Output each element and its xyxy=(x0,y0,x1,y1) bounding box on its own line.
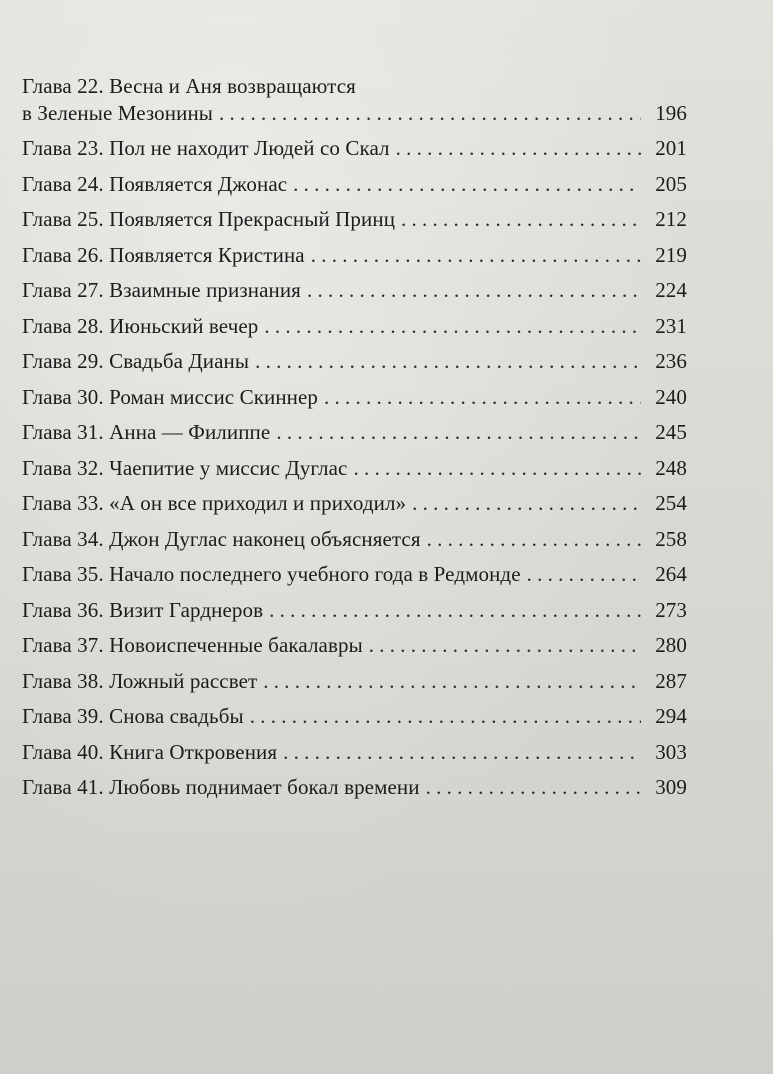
toc-entry-30 xyxy=(22,380,687,416)
chapter-label xyxy=(22,415,270,451)
dot-leader xyxy=(307,273,641,309)
toc-entry-40 xyxy=(22,735,687,771)
chapter-number: Глава 27. xyxy=(22,278,104,302)
toc-entry-24 xyxy=(22,167,687,203)
chapter-title: Появляется Прекрасный Принц xyxy=(109,207,396,231)
page-number: 240 xyxy=(655,384,687,409)
chapter-title: Книга Откровения xyxy=(109,739,278,764)
chapter-title: Свадьба Дианы xyxy=(109,349,250,373)
chapter-number: Глава 23. xyxy=(22,136,104,160)
chapter-label xyxy=(22,380,318,416)
chapter-title: Пол не находит Людей со Скал xyxy=(109,136,390,160)
page-number: 245 xyxy=(655,420,687,444)
chapter-title: Начало последнего учебного года в Редмонде xyxy=(109,562,521,586)
chapter-label xyxy=(22,486,406,522)
toc-entry-39 xyxy=(22,699,687,735)
chapter-label xyxy=(22,131,390,167)
chapter-number: Глава 24. xyxy=(22,171,104,196)
toc-entry-28 xyxy=(22,309,687,345)
page-number: 294 xyxy=(655,704,687,728)
chapter-number: Глава 28. xyxy=(22,313,104,338)
table-of-contents xyxy=(22,72,687,806)
chapter-number: Глава 26. xyxy=(22,242,104,267)
toc-entry-22 xyxy=(22,72,687,131)
dot-leader xyxy=(353,451,641,487)
page-number: 303 xyxy=(655,739,687,764)
page-number: 201 xyxy=(655,136,687,160)
dot-leader xyxy=(255,344,641,380)
dot-leader xyxy=(427,522,641,558)
chapter-title: Чаепитие у миссис Дуглас xyxy=(109,455,348,480)
page-number: 309 xyxy=(655,775,687,799)
toc-entry-38 xyxy=(22,664,687,700)
dot-leader xyxy=(426,770,641,806)
page-number: 231 xyxy=(655,313,687,338)
page-number: 254 xyxy=(655,491,687,515)
chapter-title: Снова свадьбы xyxy=(109,704,244,728)
chapter-number: Глава 35. xyxy=(22,562,104,586)
chapter-number: Глава 36. xyxy=(22,597,104,622)
chapter-number: Глава 37. xyxy=(22,633,104,657)
chapter-label xyxy=(22,735,277,771)
dot-leader xyxy=(396,131,641,167)
toc-entry-29 xyxy=(22,344,687,380)
dot-leader xyxy=(269,593,641,629)
chapter-number: Глава 39. xyxy=(22,704,104,728)
page-number: 236 xyxy=(655,349,687,373)
page-number: 205 xyxy=(655,171,687,196)
toc-entry-26 xyxy=(22,238,687,274)
chapter-title: Анна — Филиппе xyxy=(109,420,271,444)
dot-leader xyxy=(276,415,641,451)
chapter-number: Глава 34. xyxy=(22,526,104,551)
chapter-number: Глава 22. xyxy=(22,74,104,98)
chapter-label xyxy=(22,522,421,558)
toc-entry-first-line xyxy=(22,72,687,99)
chapter-label xyxy=(22,273,301,309)
dot-leader xyxy=(527,557,641,593)
chapter-label xyxy=(22,770,420,806)
chapter-label xyxy=(22,628,363,664)
dot-leader xyxy=(412,486,641,522)
chapter-number: Глава 32. xyxy=(22,455,104,480)
chapter-title: Джон Дуглас наконец объясняется xyxy=(109,526,421,551)
chapter-title: Любовь поднимает бокал времени xyxy=(109,775,420,799)
chapter-title: Визит Гарднеров xyxy=(109,597,264,622)
toc-entry-33 xyxy=(22,486,687,522)
chapter-title: Взаимные признания xyxy=(109,278,301,302)
dot-leader xyxy=(264,309,641,345)
chapter-title: «А он все приходил и приходил» xyxy=(109,491,407,515)
chapter-label xyxy=(22,344,249,380)
chapter-title: Ложный рассвет xyxy=(109,668,258,693)
dot-leader xyxy=(369,628,641,664)
chapter-label xyxy=(22,238,305,274)
page-number: 273 xyxy=(655,597,687,622)
toc-entry-41 xyxy=(22,770,687,806)
toc-entry-34 xyxy=(22,522,687,558)
page-number: 258 xyxy=(655,526,687,551)
toc-entry-31 xyxy=(22,415,687,451)
toc-entry-37 xyxy=(22,628,687,664)
page-number: 264 xyxy=(655,562,687,586)
chapter-number: Глава 29. xyxy=(22,349,104,373)
chapter-label xyxy=(22,451,347,487)
toc-entry-25 xyxy=(22,202,687,238)
page-number: 280 xyxy=(655,633,687,657)
chapter-label xyxy=(22,557,521,593)
chapter-title-line2: в Зеленые Мезонины xyxy=(22,101,213,125)
chapter-title: Появляется Кристина xyxy=(109,242,305,267)
chapter-title: Новоиспеченные бакалавры xyxy=(109,633,363,657)
chapter-number: Глава 25. xyxy=(22,207,104,231)
chapter-title-line1: Весна и Аня возвращаются xyxy=(109,74,356,98)
dot-leader xyxy=(324,380,641,416)
toc-entry-36 xyxy=(22,593,687,629)
page-number: 248 xyxy=(655,455,687,480)
dot-leader xyxy=(293,167,641,203)
chapter-label xyxy=(22,167,287,203)
chapter-number: Глава 33. xyxy=(22,491,104,515)
page-number: 196 xyxy=(655,101,687,125)
chapter-title: Июньский вечер xyxy=(109,313,259,338)
page-number: 287 xyxy=(655,668,687,693)
chapter-number: Глава 38. xyxy=(22,668,104,693)
dot-leader xyxy=(263,664,641,700)
toc-entry-32 xyxy=(22,451,687,487)
toc-entry-second-line xyxy=(22,99,687,128)
page-number: 212 xyxy=(655,207,687,231)
chapter-title: Роман миссис Скиннер xyxy=(109,384,319,409)
chapter-label xyxy=(22,664,257,700)
page-number: 219 xyxy=(655,242,687,267)
toc-entry-35 xyxy=(22,557,687,593)
chapter-label xyxy=(22,309,258,345)
chapter-number: Глава 41. xyxy=(22,775,104,799)
dot-leader xyxy=(250,699,641,735)
chapter-title: Появляется Джонас xyxy=(109,171,288,196)
chapter-label xyxy=(22,202,395,238)
dot-leader xyxy=(283,735,641,771)
dot-leader xyxy=(219,99,641,128)
chapter-label xyxy=(22,699,244,735)
toc-entry-27 xyxy=(22,273,687,309)
chapter-number: Глава 40. xyxy=(22,739,104,764)
chapter-number: Глава 30. xyxy=(22,384,104,409)
chapter-label xyxy=(22,593,263,629)
page-number: 224 xyxy=(655,278,687,302)
toc-entry-23 xyxy=(22,131,687,167)
chapter-number: Глава 31. xyxy=(22,420,104,444)
dot-leader xyxy=(311,238,641,274)
dot-leader xyxy=(401,202,641,238)
